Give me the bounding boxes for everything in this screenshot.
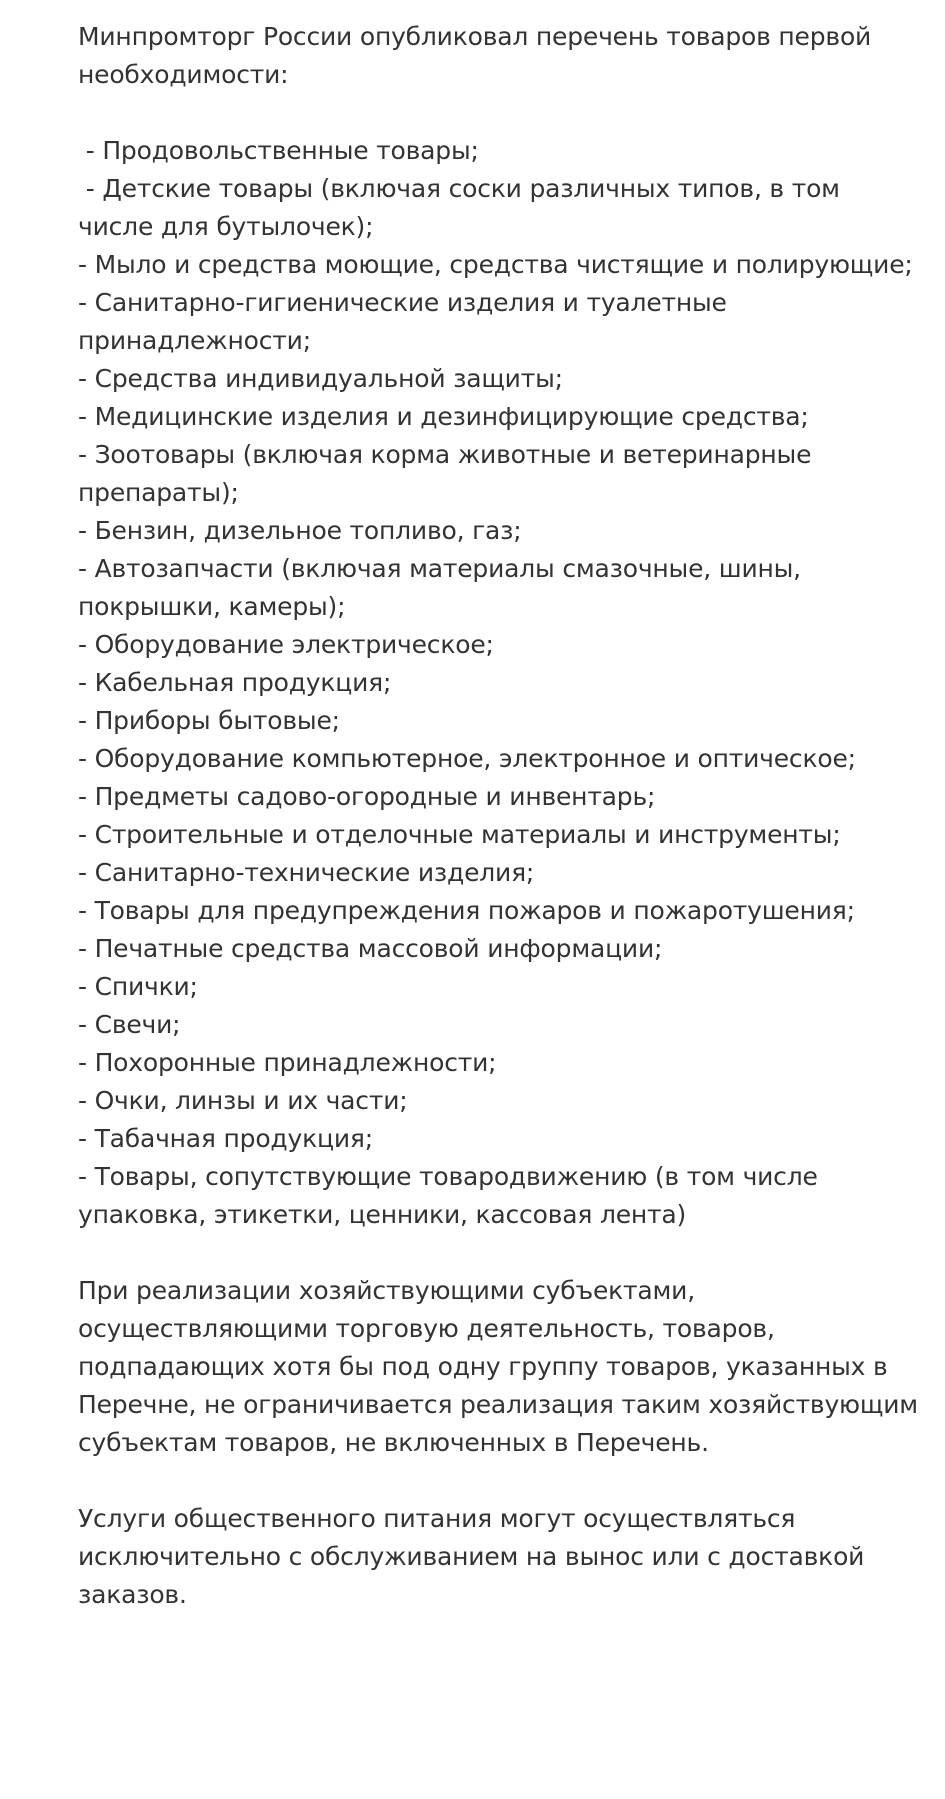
list-item: - Санитарно-гигиенические изделия и туалетные принадлежности; (78, 288, 735, 355)
list-item: - Приборы бытовые; (78, 706, 340, 735)
list-item: - Строительные и отделочные материалы и инструменты; (78, 820, 841, 849)
catering-paragraph: Услуги общественного питания могут осуществляться исключительно с обслуживанием на вынос или с доставкой заказов. (78, 1504, 865, 1609)
list-item: - Кабельная продукция; (78, 668, 392, 697)
list-item: - Автозапчасти (включая материалы смазочные, шины, покрышки, камеры); (78, 554, 809, 621)
list-item: - Средства индивидуальной защиты; (78, 364, 563, 393)
list-item: - Товары, сопутствующие товародвижению (в том числе упаковка, этикетки, ценники, кассовая лента) (78, 1162, 826, 1229)
goods-list (78, 132, 920, 1234)
list-item: - Табачная продукция; (78, 1124, 373, 1153)
list-item: - Свечи; (78, 1010, 181, 1039)
list-item: - Продовольственные товары; (78, 136, 479, 165)
list-item: - Детские товары (включая соски различных типов, в том числе для бутылочек); (78, 174, 848, 241)
spacer (78, 1462, 920, 1500)
list-item: - Бензин, дизельное топливо, газ; (78, 516, 522, 545)
list-item: - Предметы садово-огородные и инвентарь; (78, 782, 656, 811)
spacer (78, 94, 920, 132)
list-item: - Товары для предупреждения пожаров и пожаротушения; (78, 896, 855, 925)
list-item: - Очки, линзы и их части; (78, 1086, 408, 1115)
intro-paragraph: Минпромторг России опубликовал перечень товаров первой необходимости: (78, 22, 872, 89)
list-item: - Печатные средства массовой информации; (78, 934, 663, 963)
list-item: - Зоотовары (включая корма животные и ветеринарные препараты); (78, 440, 820, 507)
list-item: - Оборудование электрическое; (78, 630, 494, 659)
list-item: - Похоронные принадлежности; (78, 1048, 497, 1077)
spacer (78, 1234, 920, 1272)
list-item: - Мыло и средства моющие, средства чистящие и полирующие; (78, 250, 913, 279)
sales-rule-paragraph: При реализации хозяйствующими субъектами, осуществляющими торговую деятельность, товаров, подпадающих хотя бы под одну группу товаров, указанных в Перечне, не ограничивается реализация таким хозяйствующим субъектам товаров, не включенных в Перечень. (78, 1276, 918, 1457)
list-item: - Медицинские изделия и дезинфицирующие средства; (78, 402, 809, 431)
list-item: - Спички; (78, 972, 198, 1001)
list-item: - Оборудование компьютерное, электронное и оптическое; (78, 744, 856, 773)
article-body (78, 18, 920, 1614)
list-item: - Санитарно-технические изделия; (78, 858, 535, 887)
